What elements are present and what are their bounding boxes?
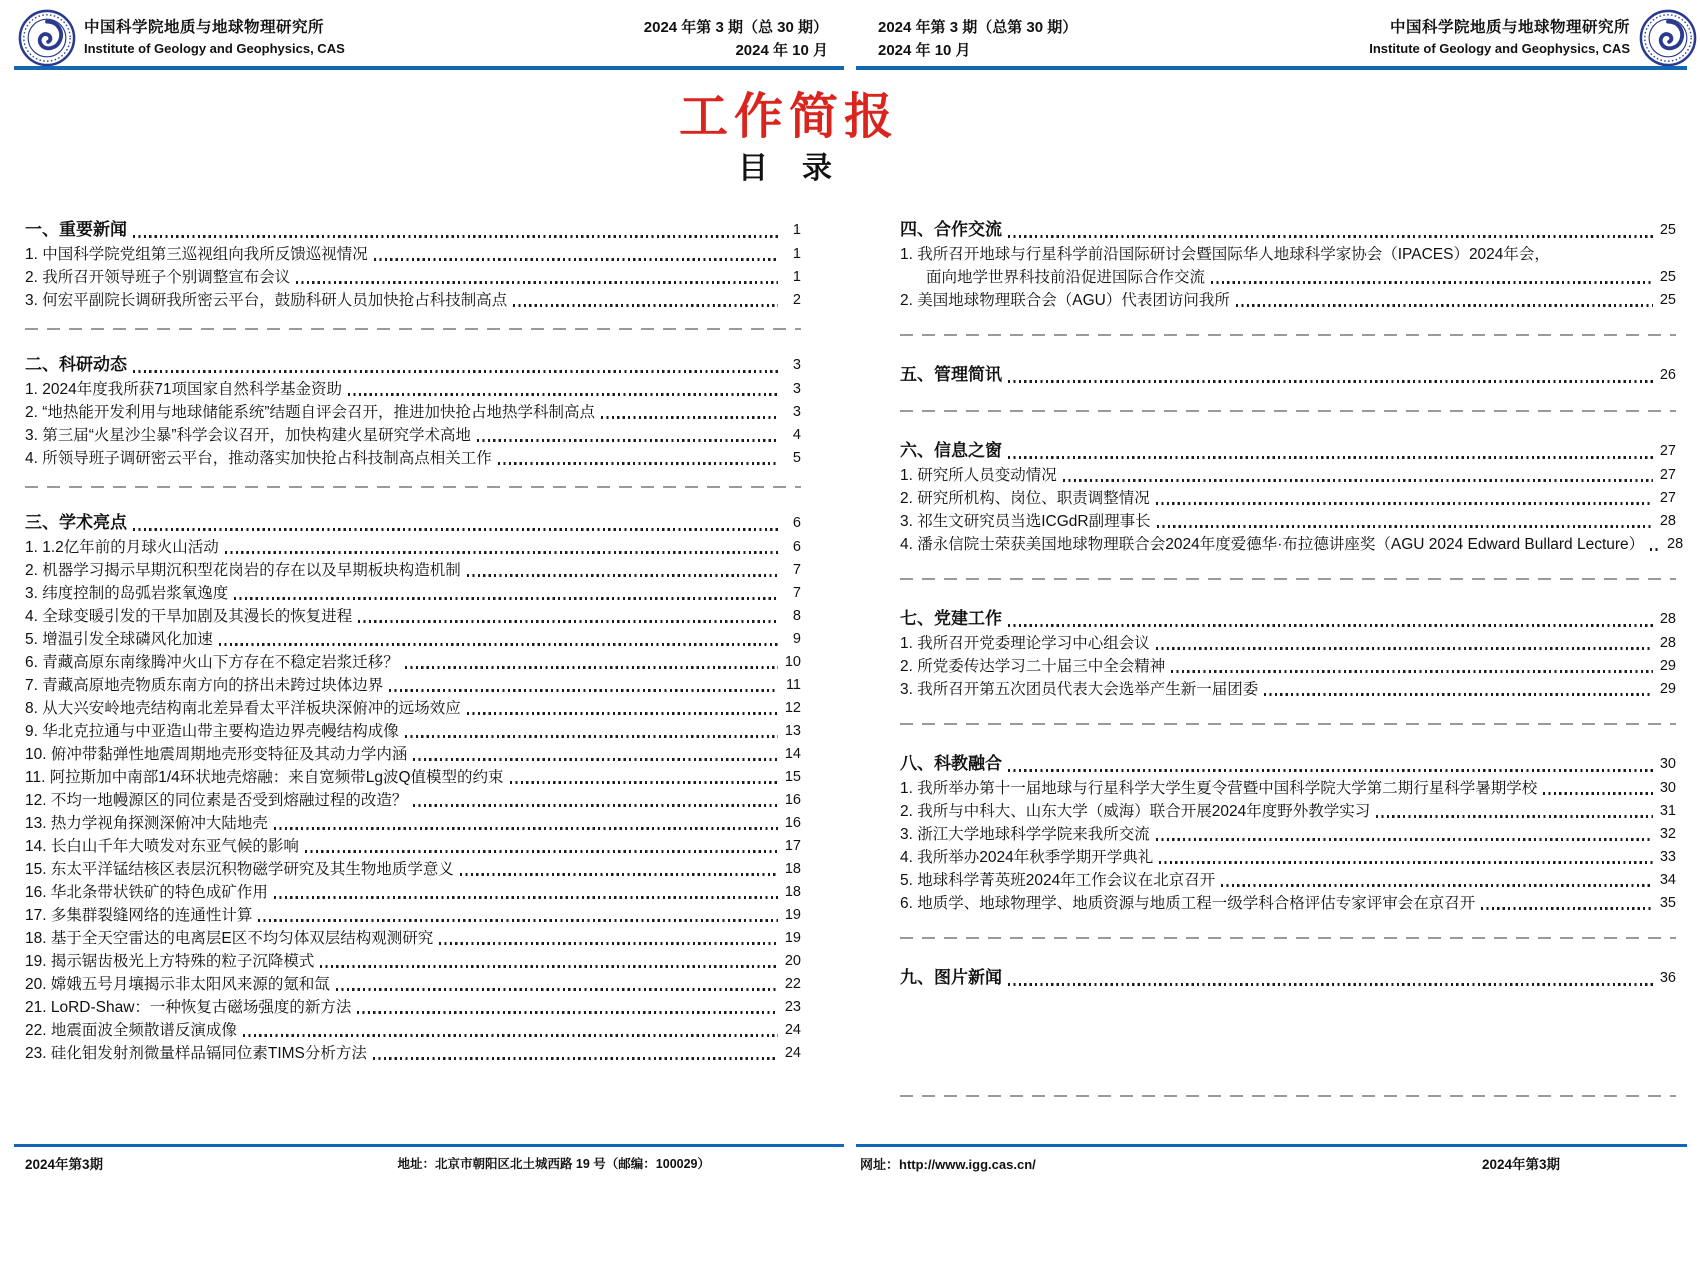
institute-name-en: Institute of Geology and Geophysics, CAS <box>84 41 345 56</box>
dot-leader <box>320 965 778 968</box>
toc-item <box>25 378 801 401</box>
dot-leader <box>1008 380 1653 383</box>
toc-item <box>900 678 1676 701</box>
toc-entry-label: 18. 基于全天空雷达的电离层E区不均匀体双层结构观测研究 <box>25 930 434 947</box>
institute-logo-icon <box>1639 9 1697 67</box>
dashed-divider <box>900 410 1676 412</box>
dot-leader <box>1221 884 1653 887</box>
toc-entry-label: 6. 地质学、地球物理学、地质资源与地质工程一级学科合格评估专家评审会在京召开 <box>900 895 1476 912</box>
dot-leader <box>1157 525 1653 528</box>
dashed-divider <box>25 328 801 330</box>
toc-entry-label: 七、党建工作 <box>900 609 1002 628</box>
toc-page-number: 18 <box>784 884 801 900</box>
toc-entry-label: 3. 祁生文研究员当选ICGdR副理事长 <box>900 513 1151 530</box>
toc-entry-label: 21. LoRD-Shaw：一种恢复古磁场强度的新方法 <box>25 999 352 1016</box>
toc-section-title <box>900 362 1676 388</box>
toc-entry-label: 六、信息之窗 <box>900 441 1002 460</box>
dot-leader <box>348 393 778 396</box>
toc-entry-label: 9. 华北克拉通与中亚造山带主要构造边界壳幔结构成像 <box>25 723 399 740</box>
toc-page-number: 5 <box>792 450 801 466</box>
toc-entry-label: 九、图片新闻 <box>900 968 1002 987</box>
toc-item <box>25 1042 801 1065</box>
toc-item <box>900 846 1676 869</box>
issue-info <box>644 16 828 62</box>
toc-item <box>900 510 1676 533</box>
toc-page-number: 23 <box>784 999 801 1015</box>
toc-item <box>900 655 1676 678</box>
toc-item <box>900 243 1676 266</box>
toc-entry-label: 面向地学世界科技前沿促进国际合作交流 <box>926 269 1206 286</box>
dot-leader <box>374 258 778 261</box>
toc-entry-label: 7. 青藏高原地壳物质东南方向的挤出未跨过块体边界 <box>25 677 384 694</box>
toc-entry-label: 16. 华北条带状铁矿的特色成矿作用 <box>25 884 268 901</box>
dot-leader <box>1008 983 1653 986</box>
toc-section <box>900 362 1676 388</box>
toc-item <box>900 823 1676 846</box>
toc-page-number: 13 <box>784 723 801 739</box>
toc-entry-label: 3. 第三届“火星沙尘暴”科学会议召开，加快构建火星研究学术高地 <box>25 427 472 444</box>
dashed-divider <box>900 1095 1676 1097</box>
toc-item <box>25 743 801 766</box>
toc-column-left <box>25 217 801 1065</box>
dot-leader <box>133 370 778 373</box>
toc-item <box>900 533 1684 556</box>
dot-leader <box>1008 456 1653 459</box>
toc-entry-label: 三、学术亮点 <box>25 513 127 532</box>
toc-entry-label: 8. 从大兴安岭地壳结构南北差异看太平洋板块深俯冲的远场效应 <box>25 700 461 717</box>
toc-page-number: 27 <box>1659 467 1676 483</box>
dot-leader <box>1650 548 1660 551</box>
dot-leader <box>405 666 778 669</box>
footer-rule <box>856 1144 1687 1147</box>
toc-title: 目 录 <box>738 152 834 185</box>
toc-page-number: 24 <box>784 1045 801 1061</box>
toc-item <box>25 789 801 812</box>
toc-item <box>900 777 1676 800</box>
dot-leader <box>389 689 778 692</box>
toc-item <box>25 266 801 289</box>
issue-number: 2024 年第 3 期（总 30 期） <box>643 19 828 36</box>
dot-leader <box>1159 861 1653 864</box>
toc-column-right <box>900 217 1684 1123</box>
toc-page-number: 4 <box>792 427 801 443</box>
issue-number: 2024 年第 3 期（总第 30 期） <box>878 19 1078 36</box>
dot-leader <box>234 597 778 600</box>
toc-page-number: 26 <box>1659 367 1676 383</box>
toc-entry-label: 4. 全球变暖引发的干旱加剧及其漫长的恢复进程 <box>25 608 353 625</box>
toc-entry-label: 2. 机器学习揭示早期沉积型花岗岩的存在以及早期板块构造机制 <box>25 562 461 579</box>
toc-section <box>900 217 1676 312</box>
toc-entry-label: 20. 嫦娥五号月壤揭示非太阳风来源的氪和氙 <box>25 976 330 993</box>
toc-entry-label: 3. 浙江大学地球科学学院来我所交流 <box>900 826 1150 843</box>
toc-section-title <box>900 751 1676 777</box>
toc-entry-label: 17. 多集群裂缝网络的连通性计算 <box>25 907 253 924</box>
toc-item <box>25 812 801 835</box>
toc-entry-label: 1. 我所召开地球与行星科学前沿国际研讨会暨国际华人地球科学家协会（IPACES）2024年会， <box>900 246 1550 263</box>
dot-leader <box>1156 838 1653 841</box>
toc-entry-label: 14. 长白山千年大喷发对东亚气候的影响 <box>25 838 299 855</box>
toc-section-title <box>25 510 801 536</box>
dot-leader <box>133 235 778 238</box>
dot-leader <box>1063 479 1653 482</box>
toc-entry-label: 23. 硅化钼发射剂微量样品镉同位素TIMS分析方法 <box>25 1045 367 1062</box>
toc-item <box>25 858 801 881</box>
toc-page-number: 19 <box>784 907 801 923</box>
toc-section <box>900 606 1676 701</box>
toc-section <box>900 751 1676 915</box>
toc-entry-label: 1. 1.2亿年前的月球火山活动 <box>25 539 219 556</box>
dot-leader <box>1171 670 1653 673</box>
toc-item <box>25 424 801 447</box>
toc-entry-label: 15. 东太平洋锰结核区表层沉积物磁学研究及其生物地质学意义 <box>25 861 454 878</box>
toc-page-number: 32 <box>1659 826 1676 842</box>
issue-date: 2024 年 10 月 <box>878 42 971 59</box>
toc-entry-label: 八、科教融合 <box>900 754 1002 773</box>
header-rule <box>14 66 844 70</box>
toc-page-number: 1 <box>792 269 801 285</box>
dashed-divider <box>900 937 1676 939</box>
toc-page-number: 17 <box>784 838 801 854</box>
dashed-divider <box>900 578 1676 580</box>
toc-item <box>25 973 801 996</box>
toc-page-number: 30 <box>1659 780 1676 796</box>
toc-section <box>25 510 801 1065</box>
toc-entry-label: 3. 我所召开第五次团员代表大会选举产生新一届团委 <box>900 681 1259 698</box>
footer-issue: 2024年第3期 <box>25 1157 104 1172</box>
toc-item <box>25 996 801 1019</box>
toc-page-number: 18 <box>784 861 801 877</box>
toc-item <box>900 800 1676 823</box>
header-rule <box>856 66 1687 70</box>
institute-name-cn: 中国科学院地质与地球物理研究所 <box>1389 19 1630 36</box>
toc-entry-label: 6. 青藏高原东南缘腾冲火山下方存在不稳定岩浆迁移？ <box>25 654 399 671</box>
toc-section-title <box>900 217 1676 243</box>
toc-item <box>25 950 801 973</box>
dot-leader <box>258 919 778 922</box>
toc-item <box>900 464 1676 487</box>
toc-page-number: 30 <box>1659 756 1676 772</box>
toc-page-number: 15 <box>784 769 801 785</box>
toc-page-number: 25 <box>1659 222 1676 238</box>
toc-page-number: 9 <box>792 631 801 647</box>
toc-entry-label: 5. 增温引发全球磷风化加速 <box>25 631 213 648</box>
toc-item <box>25 904 801 927</box>
toc-entry-label: 二、科研动态 <box>25 355 127 374</box>
toc-entry-label: 1. 我所召开党委理论学习中心组会议 <box>900 635 1150 652</box>
toc-page-number: 7 <box>792 585 801 601</box>
toc-page-number: 25 <box>1659 292 1676 308</box>
footer-rule <box>14 1144 844 1147</box>
toc-entry-label: 13. 热力学视角探测深俯冲大陆地壳 <box>25 815 268 832</box>
toc-page-number: 35 <box>1659 895 1676 911</box>
dot-leader <box>225 551 778 554</box>
toc-entry-label: 一、重要新闻 <box>25 220 127 239</box>
toc-page-number: 14 <box>784 746 801 762</box>
toc-entry-label: 19. 揭示锯齿极光上方特殊的粒子沉降模式 <box>25 953 315 970</box>
newsletter-title: 工作简报 <box>678 87 899 145</box>
dot-leader <box>1008 624 1653 627</box>
toc-item <box>25 927 801 950</box>
toc-entry-label: 2. 所党委传达学习二十届三中全会精神 <box>900 658 1166 675</box>
title-wrap <box>0 88 1578 144</box>
toc-page-number: 31 <box>1659 803 1676 819</box>
toc-entry-label: 四、合作交流 <box>900 220 1002 239</box>
dashed-divider <box>900 723 1676 725</box>
toc-item <box>25 766 801 789</box>
toc-page-number: 34 <box>1659 872 1676 888</box>
dot-leader <box>413 758 778 761</box>
toc-item <box>900 632 1676 655</box>
toc-item <box>25 651 801 674</box>
toc-item <box>25 243 801 266</box>
toc-item <box>900 869 1676 892</box>
toc-page-number: 1 <box>792 222 801 238</box>
dot-leader <box>1008 769 1653 772</box>
toc-page-number: 27 <box>1659 443 1676 459</box>
dot-leader <box>460 873 778 876</box>
toc-entry-label: 4. 所领导班子调研密云平台，推动落实加快抢占科技制高点相关工作 <box>25 450 492 467</box>
toc-item <box>900 266 1676 289</box>
toc-entry-label: 2. 我所与中科大、山东大学（威海）联合开展2024年度野外教学实习 <box>900 803 1371 820</box>
institute-name-block <box>1369 17 1630 59</box>
toc-page-number: 16 <box>784 792 801 808</box>
toc-section <box>900 438 1684 556</box>
toc-item <box>25 447 801 470</box>
dot-leader <box>1156 502 1653 505</box>
dot-leader <box>274 896 778 899</box>
toc-entry-label: 10. 俯冲带黏弹性地震周期地壳形变特征及其动力学内涵 <box>25 746 408 763</box>
toc-page-number: 29 <box>1659 681 1676 697</box>
toc-entry-label: 11. 阿拉斯加中南部1/4环状地壳熔融：来自宽频带Lg波Q值模型的约束 <box>25 769 504 786</box>
toc-page-number: 10 <box>784 654 801 670</box>
dot-leader <box>405 735 778 738</box>
toc-page-number: 11 <box>785 677 801 693</box>
dot-leader <box>1236 304 1653 307</box>
dot-leader <box>477 439 778 442</box>
toc-entry-label: 22. 地震面波全频散谱反演成像 <box>25 1022 237 1039</box>
dot-leader <box>219 643 778 646</box>
toc-page-number: 12 <box>784 700 801 716</box>
toc-section-title <box>900 606 1676 632</box>
toc-page-number: 3 <box>792 357 801 373</box>
toc-section-title <box>25 217 801 243</box>
toc-section-title <box>900 965 1676 991</box>
dot-leader <box>439 942 778 945</box>
toc-page-number: 6 <box>792 539 801 555</box>
dot-leader <box>1264 693 1653 696</box>
toc-page-number: 7 <box>792 562 801 578</box>
toc-page-number: 33 <box>1659 849 1676 865</box>
toc-page-number: 27 <box>1659 490 1676 506</box>
toc-item <box>25 559 801 582</box>
dot-leader <box>1211 281 1653 284</box>
toc-entry-label: 2. 我所召开领导班子个别调整宣布会议 <box>25 269 291 286</box>
toc-entry-label: 2. 研究所机构、岗位、职责调整情况 <box>900 490 1150 507</box>
toc-item <box>25 582 801 605</box>
dot-leader <box>274 827 778 830</box>
dot-leader <box>358 620 778 623</box>
toc-item <box>25 697 801 720</box>
toc-page-number: 24 <box>784 1022 801 1038</box>
toc-page-number: 8 <box>792 608 801 624</box>
toc-page-number: 28 <box>1659 513 1676 529</box>
toc-item <box>25 289 801 312</box>
dot-leader <box>305 850 778 853</box>
toc-page-number: 29 <box>1659 658 1676 674</box>
institute-name-cn: 中国科学院地质与地球物理研究所 <box>84 19 325 36</box>
dot-leader <box>1481 907 1653 910</box>
toc-entry-label: 4. 我所举办2024年秋季学期开学典礼 <box>900 849 1154 866</box>
dot-leader <box>357 1011 778 1014</box>
toc-item <box>25 881 801 904</box>
toc-item <box>900 487 1676 510</box>
toc-item <box>25 674 801 697</box>
issue-date: 2024 年 10 月 <box>735 42 828 59</box>
dot-leader <box>1156 647 1653 650</box>
toc-item <box>25 628 801 651</box>
dot-leader <box>296 281 778 284</box>
dot-leader <box>336 988 778 991</box>
toc-page-number: 1 <box>792 246 801 262</box>
institute-logo-icon <box>18 9 76 67</box>
institute-name-en: Institute of Geology and Geophysics, CAS <box>1369 41 1630 56</box>
toc-item <box>25 835 801 858</box>
toc-item <box>900 289 1676 312</box>
toc-entry-label: 4. 潘永信院士荣获美国地球物理联合会2024年度爱德华·布拉德讲座奖（AGU 2024 Edward Bullard Lecture） <box>900 536 1645 553</box>
dashed-divider <box>25 486 801 488</box>
toc-entry-label: 1. 研究所人员变动情况 <box>900 467 1057 484</box>
toc-entry-label: 2. 美国地球物理联合会（AGU）代表团访问我所 <box>900 292 1230 309</box>
toc-item <box>900 892 1676 915</box>
toc-page-number: 28 <box>1667 536 1684 552</box>
toc-item <box>25 1019 801 1042</box>
toc-entry-label: 1. 2024年度我所获71项国家自然科学基金资助 <box>25 381 342 398</box>
institute-name-block <box>84 17 345 59</box>
toc-section-title <box>900 438 1676 464</box>
toc-section <box>900 965 1676 991</box>
toc-entry-label: 12. 不均一地幔源区的同位素是否受到熔融过程的改造？ <box>25 792 408 809</box>
dot-leader <box>513 304 778 307</box>
footer-address: 地址：北京市朝阳区北土城西路 19 号（邮编：100029） <box>397 1157 710 1171</box>
toc-page-number: 3 <box>792 404 801 420</box>
dot-leader <box>243 1034 778 1037</box>
toc-entry-label: 5. 地球科学菁英班2024年工作会议在北京召开 <box>900 872 1216 889</box>
toc-page-number: 22 <box>784 976 801 992</box>
toc-entry-label: 1. 我所举办第十一届地球与行星科学大学生夏令营暨中国科学院大学第二期行星科学暑期学校 <box>900 780 1538 797</box>
toc-page-number: 28 <box>1659 611 1676 627</box>
toc-page-number: 20 <box>784 953 801 969</box>
dot-leader <box>413 804 778 807</box>
issue-info <box>878 16 1077 62</box>
dashed-divider <box>900 334 1676 336</box>
dot-leader <box>510 781 778 784</box>
toc-item <box>25 401 801 424</box>
dot-leader <box>373 1057 778 1060</box>
footer-issue: 2024年第3期 <box>1481 1157 1560 1172</box>
toc-entry-label: 3. 何宏平副院长调研我所密云平台，鼓励科研人员加快抢占科技制高点 <box>25 292 508 309</box>
toc-section <box>25 352 801 470</box>
dot-leader <box>133 528 778 531</box>
dot-leader <box>467 712 778 715</box>
toc-page-number: 36 <box>1659 970 1676 986</box>
toc-title-wrap <box>0 150 1572 188</box>
toc-item <box>25 720 801 743</box>
toc-section <box>25 217 801 312</box>
toc-section-title <box>25 352 801 378</box>
toc-entry-label: 五、管理简讯 <box>900 365 1002 384</box>
toc-page-number: 19 <box>784 930 801 946</box>
dot-leader <box>467 574 778 577</box>
footer-url: 网址：http://www.igg.cas.cn/ <box>860 1157 1036 1172</box>
toc-page-number: 25 <box>1659 269 1676 285</box>
dot-leader <box>1543 792 1653 795</box>
toc-item <box>25 605 801 628</box>
toc-page-number: 3 <box>792 381 801 397</box>
dot-leader <box>1008 235 1653 238</box>
toc-entry-label: 2. “地热能开发利用与地球储能系统”结题自评会召开，推进加快抢占地热学科制高点 <box>25 404 596 421</box>
toc-page-number: 28 <box>1659 635 1676 651</box>
toc-entry-label: 3. 纬度控制的岛弧岩浆氧逸度 <box>25 585 229 602</box>
dot-leader <box>601 416 778 419</box>
dot-leader <box>498 462 778 465</box>
toc-page-number: 6 <box>792 515 801 531</box>
toc-item <box>25 536 801 559</box>
toc-page-number: 2 <box>792 292 801 308</box>
dot-leader <box>1376 815 1653 818</box>
toc-page-number: 16 <box>784 815 801 831</box>
toc-entry-label: 1. 中国科学院党组第三巡视组向我所反馈巡视情况 <box>25 246 368 263</box>
